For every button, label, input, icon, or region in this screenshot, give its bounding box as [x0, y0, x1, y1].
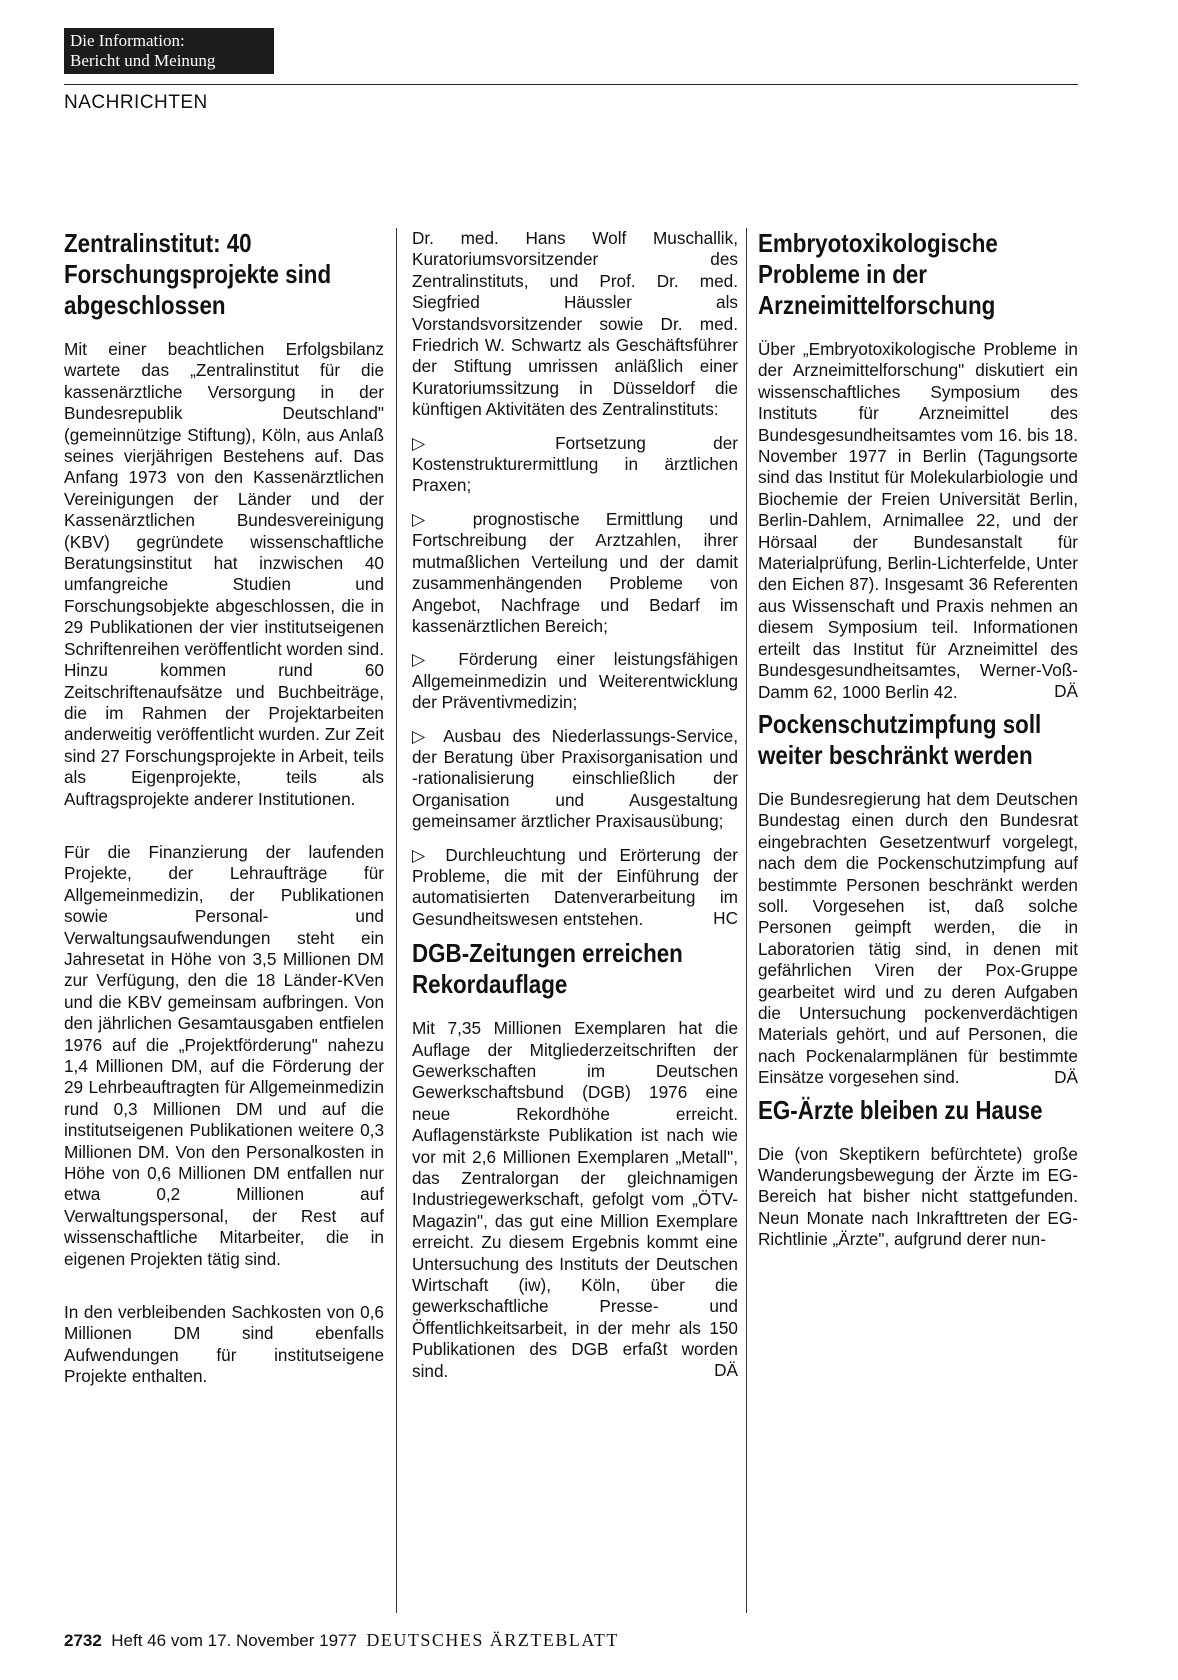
page-number: 2732	[64, 1631, 102, 1650]
author-signature: DÄ	[714, 1360, 738, 1381]
masthead-line2: Bericht und Meinung	[70, 51, 216, 70]
column-1	[64, 228, 384, 1400]
section-label: NACHRICHTEN	[64, 92, 208, 113]
author-signature: DÄ	[1054, 1066, 1078, 1087]
bullet-item: ▷ prognostische Ermittlung und Fortschreibung der Arztzahlen, ihrer mutmaßlichen Verteilung und der damit zusammenhängenden Probleme von Angebot, Nachfrage und Bedarf im kassenärztlichen Bereich;	[412, 509, 738, 637]
article-paragraph: In den verbleibenden Sachkosten von 0,6 Millionen DM sind ebenfalls Aufwendungen für institutseigene Projekte enthalten.	[64, 1302, 384, 1387]
article-title-embryotox: Embryotoxikologische Probleme in der Arzneimittelforschung	[758, 228, 998, 320]
article-title-zentralinstitut: Zentralinstitut: 40 Forschungsprojekte sind abgeschlossen	[64, 228, 332, 320]
bullet-item: ▷ Förderung einer leistungsfähigen Allgemeinmedizin und Weiterentwicklung der Präventivmedizin;	[412, 649, 738, 713]
article-paragraph: Mit 7,35 Millionen Exemplaren hat die Auflage der Mitgliederzeitschriften der Gewerkschaften im Deutschen Gewerkschaftsbund (DGB) 1976 eine neue Rekordhöhe erreicht. Auflagenstärkste Publikation ist nach wie vor mit 2,6 Millionen Exemplaren „Metall", das Zentralorgan der gleichnamigen Industriegewerkschaft, gefolgt vom „ÖTV-Magazin", das gut eine Million Exemplare erreicht. Zu diesem Ergebnis kommt eine Untersuchung des Instituts der Deutschen Wirtschaft (iw), Köln, über die gewerkschaftliche Presse- und Öffentlichkeitsarbeit, in der mehr als 150 Publikationen des DGB erfaßt worden sind.	[412, 1018, 738, 1381]
bullet-item: ▷ Durchleuchtung und Erörterung der Probleme, die mit der Einführung der automatisierten Datenverarbeitung im Gesundheitswesen entstehen.	[412, 845, 738, 931]
column-3	[758, 228, 1078, 1263]
author-signature: DÄ	[1054, 680, 1078, 701]
issue-info: Heft 46 vom 17. November 1977	[111, 1631, 357, 1650]
masthead-box	[64, 28, 274, 74]
journal-name: DEUTSCHES ÄRZTEBLATT	[366, 1630, 619, 1650]
article-paragraph: Mit einer beachtlichen Erfolgsbilanz wartete das „Zentralinstitut für die kassenärztliche Versorgung in der Bundesrepublik Deutschland" (gemeinnützige Stiftung), Köln, aus Anlaß seines vierjährigen Bestehens auf. Das Anfang 1973 von den Kassenärztlichen Vereinigungen der Länder und der Kassenärztlichen Bundesvereinigung (KBV) gegründete wissenschaftliche Beratungsinstitut hat inzwischen 40 umfangreiche Studien und Forschungsobjekte abgeschlossen, die in 29 Publikationen der vier institutseigenen Schriftenreihen veröffentlicht worden sind. Hinzu kommen rund 60 Zeitschriftenaufsätze und Buchbeiträge, die im Rahmen der Projektarbeiten anderweitig veröffentlicht wurden. Zur Zeit sind 27 Forschungsprojekte in Arbeit, teils als Eigenprojekte, teils als Auftragsprojekte anderer Institutionen.	[64, 339, 384, 809]
bullet-item: ▷ Fortsetzung der Kostenstrukturermittlung in ärztlichen Praxen;	[412, 433, 738, 497]
column-divider-2	[746, 228, 747, 1613]
article-paragraph: Die Bundesregierung hat dem Deutschen Bundestag einen durch den Bundesrat eingebrachten Gesetzentwurf vorgelegt, nach dem die Pockenschutzimpfung auf bestimmte Personen beschränkt werden soll. Vorgesehen ist, daß solche Personen geimpft werden, die in Laboratorien tätig sind, in denen mit gefährlichen Viren der Pox-Gruppe gearbeitet wird und zu deren Aufgaben die Untersuchung pockenverdächtigen Materials gehört, und auf Personen, die nach Pockenalarmplänen für bestimmte Einsätze vorgesehen sind.	[758, 788, 1078, 1088]
top-rule	[64, 84, 1078, 85]
page-footer	[64, 1630, 619, 1651]
article-title-pocken: Pockenschutzimpfung soll weiter beschränkt werden	[758, 708, 1042, 770]
article-paragraph: Dr. med. Hans Wolf Muschallik, Kuratoriumsvorsitzender des Zentralinstituts, und Prof. Dr. med. Siegfried Häussler als Vorstandsvorsitzender sowie Dr. med. Friedrich W. Schwartz als Geschäftsführer der Stiftung umrissen anläßlich einer Kuratoriumssitzung in Düsseldorf die künftigen Aktivitäten des Zentralinstituts:	[412, 228, 738, 420]
article-paragraph: Die (von Skeptikern befürchtete) große Wanderungsbewegung der Ärzte im EG-Bereich hat bisher nicht stattgefunden. Neun Monate nach Inkrafttreten der EG-Richtlinie „Ärzte", aufgrund derer nun-	[758, 1143, 1078, 1250]
article-paragraph: Für die Finanzierung der laufenden Projekte, der Lehraufträge für Allgemeinmedizin, der Publikationen sowie Personal- und Verwaltungsaufwendungen steht ein Jahresetat in Höhe von 3,5 Millionen DM zur Verfügung, den die 18 Länder-KVen und die KBV gemeinsam aufbringen. Von den jährlichen Gesamtausgaben entfielen 1976 auf die „Projektförderung" nahezu 1,4 Millionen DM, auf die Förderung der 29 Lehrbeauftragten für Allgemeinmedizin rund 0,3 Millionen DM und auf die institutseigenen Publikationen weitere 0,3 Millionen DM. Von den Personalkosten in Höhe von 0,6 Millionen DM entfallen nur etwa 0,2 Millionen auf Verwaltungspersonal, der Rest auf wissenschaftliche Mitarbeiter, die in eigenen Projekten tätig sind.	[64, 841, 384, 1269]
author-signature: HC	[713, 908, 738, 929]
article-paragraph: Über „Embryotoxikologische Probleme in der Arzneimittelforschung" diskutiert ein wissenschaftliches Symposium des Instituts für Arzneimittel des Bundesgesundheitsamtes vom 16. bis 18. November 1977 in Berlin (Tagungsorte sind das Institut für Molekularbiologie und Biochemie der Freien Universität Berlin, Berlin-Dahlem, Arnimallee 22, und der Hörsaal der Bundesanstalt für Materialprüfung, Berlin-Lichterfelde, Unter den Eichen 87). Insgesamt 36 Referenten aus Wissenschaft und Praxis nehmen an diesem Symposium teil. Informationen erteilt das Institut für Arzneimittel des Bundesgesundheitsamtes, Werner-Voß-Damm 62, 1000 Berlin 42.	[758, 339, 1078, 702]
article-title-dgb: DGB-Zeitungen erreichen Rekordauflage	[412, 938, 683, 1000]
column-divider-1	[396, 228, 397, 1613]
masthead-line1: Die Information:	[70, 31, 185, 50]
column-2	[412, 228, 738, 1382]
article-title-eg-aerzte: EG-Ärzte bleiben zu Hause	[758, 1094, 1043, 1125]
bullet-item: ▷ Ausbau des Niederlassungs-Service, der Beratung über Praxisorganisation und -rationalisierung einschließlich der Organisation und Ausgestaltung gemeinsamer ärztlicher Praxisausübung;	[412, 726, 738, 833]
